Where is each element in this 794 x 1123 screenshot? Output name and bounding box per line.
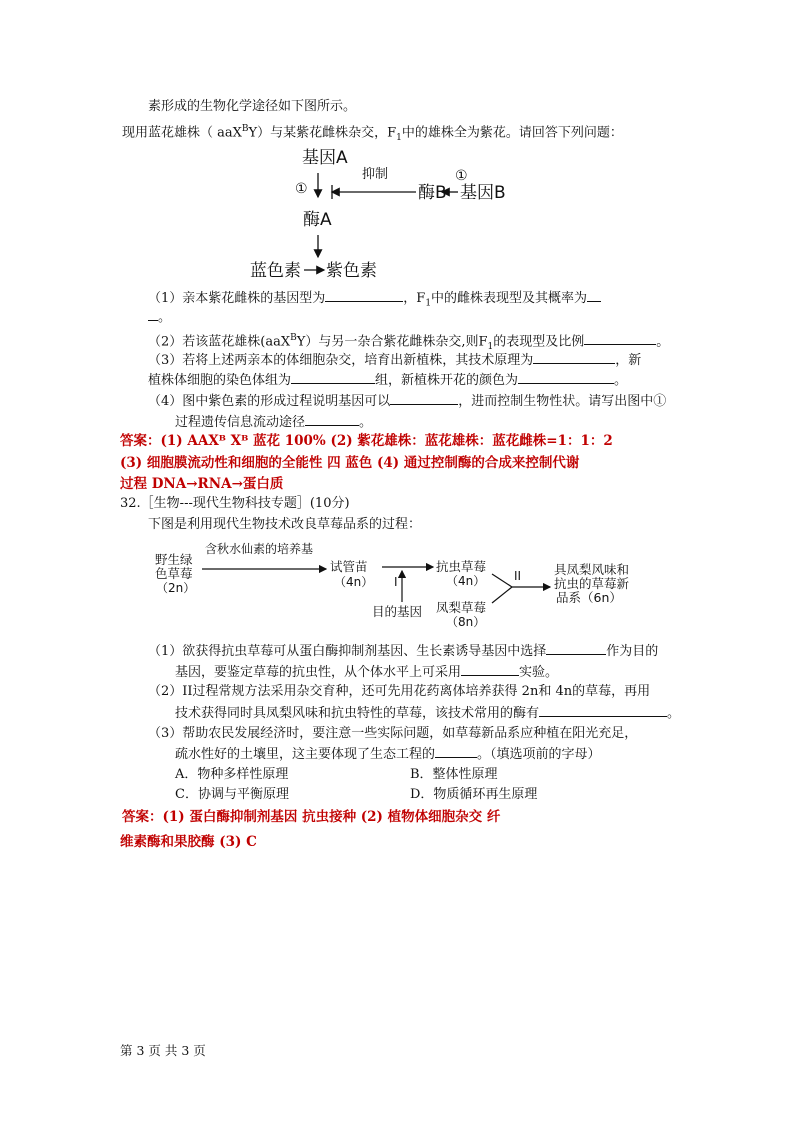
q32-part2-cont: 技术获得同时具凤梨风味和抗虫特性的草莓，该技术常用的酶有 。	[175, 702, 680, 724]
q31-answer-line1: 答案：(1) AAXᴮ Xᴮ 蓝花 100% (2) 紫花雄株：蓝花雄株：蓝花雌株=1：1：2	[120, 433, 613, 449]
q32-title: 32.［生物---现代生物科技专题］(10分)	[120, 496, 350, 511]
new-strain-label-1: 具凤梨风味和	[554, 562, 630, 577]
wild-strawberry-label-2: 色草莓	[155, 566, 193, 581]
q32-option-b: B．整体性原理	[410, 767, 498, 782]
step1-right-label: ①	[455, 168, 468, 184]
process-ii-label: II	[514, 569, 522, 583]
test-tube-seedling-label-2: （4n）	[334, 575, 374, 589]
pineapple-strawberry-label-1: 凤梨草莓	[436, 600, 487, 615]
pineapple-strawberry-label-2: （8n）	[446, 615, 486, 629]
q32-part3-cont: 疏水性好的土壤里，这主要体现了生态工程的 。（填选项前的字母）	[175, 743, 601, 765]
wild-strawberry-label-3: （2n）	[156, 581, 196, 595]
insect-resistant-label-1: 抗虫草莓	[436, 559, 487, 574]
q31-intro-line2: 现用蓝花雄株（ aaX$^B$Y）与某紫花雌株杂交，$F_1$中的雄株全为紫花。请回答下列问题：	[122, 124, 623, 143]
q32-option-a: A．物种多样性原理	[175, 767, 289, 782]
target-gene-label: 目的基因	[372, 604, 423, 619]
new-strain-label-3: 品系（6n）	[556, 590, 622, 605]
strawberry-breeding-diagram	[150, 540, 660, 632]
q31-part3-cont: 植株体细胞的染色体组为 组，新植株开花的颜色为 。	[148, 369, 627, 391]
q31-part1-cont: 。	[148, 306, 171, 328]
step1-left-label: ①	[295, 181, 308, 197]
new-strain-label-2: 抗虫的草莓新	[554, 576, 630, 591]
q32-option-d: D．物质循环再生原理	[410, 787, 538, 802]
process-i-label: I	[394, 575, 398, 589]
enzyme-b-label: 酶B	[418, 183, 447, 203]
pigment-pathway-diagram	[240, 143, 560, 283]
inhibit-label: 抑制	[362, 167, 389, 182]
q32-intro: 下图是利用现代生物技术改良草莓品系的过程：	[148, 517, 422, 532]
test-tube-seedling-label-1: 试管苗	[330, 559, 368, 574]
enzyme-a-label: 酶A	[303, 210, 332, 230]
page-footer: 第 3 页 共 3 页	[120, 1043, 206, 1058]
q32-part1: （1）欲获得抗虫草莓可从蛋白酶抑制剂基因、生长素诱导基因中选择 作为目的	[148, 640, 658, 662]
q31-part4-cont: 过程遗传信息流动途径 。	[175, 411, 372, 433]
colchicine-medium-label: 含秋水仙素的培养基	[205, 542, 314, 556]
q32-part3: （3）帮助农民发展经济时，要注意一些实际问题，如草莓新品系应种植在阳光充足，	[148, 726, 638, 741]
q32-part2: （2）II过程常规方法采用杂交育种，还可先用花药离体培养获得 2n和 4n的草莓，再用	[148, 684, 651, 699]
q32-answer-line2: 维素酶和果胶酶 (3) C	[120, 834, 257, 850]
q31-answer-line3: 过程 DNA→RNA→蛋白质	[120, 476, 284, 492]
gene-b-label: 基因B	[460, 183, 506, 203]
q32-option-c: C．协调与平衡原理	[175, 787, 289, 802]
q31-part2: （2）若该蓝花雄株(aaX$^B$Y）与另一杂合紫花雌株杂交,则$F_1$的表现型及比例 。	[148, 328, 669, 357]
q32-answer-line1: 答案：(1) 蛋白酶抑制剂基因 抗虫接种 (2) 植物体细胞杂交 纤	[122, 809, 501, 825]
q31-part4: （4）图中紫色素的形成过程说明基因可以 ，进而控制生物性状。请写出图中①	[148, 390, 666, 412]
purple-pigment-label: 紫色素	[326, 261, 377, 281]
insect-resistant-label-2: （4n）	[446, 574, 486, 588]
blue-pigment-label: 蓝色素	[250, 261, 301, 281]
q32-part1-cont: 基因，要鉴定草莓的抗虫性，从个体水平上可采用 实验。	[175, 661, 558, 683]
q31-intro-line1: 素形成的生物化学途径如下图所示。	[148, 99, 357, 114]
q31-answer-line2: (3) 细胞膜流动性和细胞的全能性 四 蓝色 (4) 通过控制酶的合成来控制代谢	[120, 455, 580, 471]
wild-strawberry-label-1: 野生绿	[155, 552, 193, 567]
q31-part1: （1）亲本紫花雌株的基因型为 ，$F_1$中的雌株表现型及其概率为	[148, 287, 601, 314]
q31-part3: （3）若将上述两亲本的体细胞杂交，培育出新植株，其技术原理为 ，新	[148, 349, 641, 371]
gene-a-label: 基因A	[302, 148, 348, 168]
